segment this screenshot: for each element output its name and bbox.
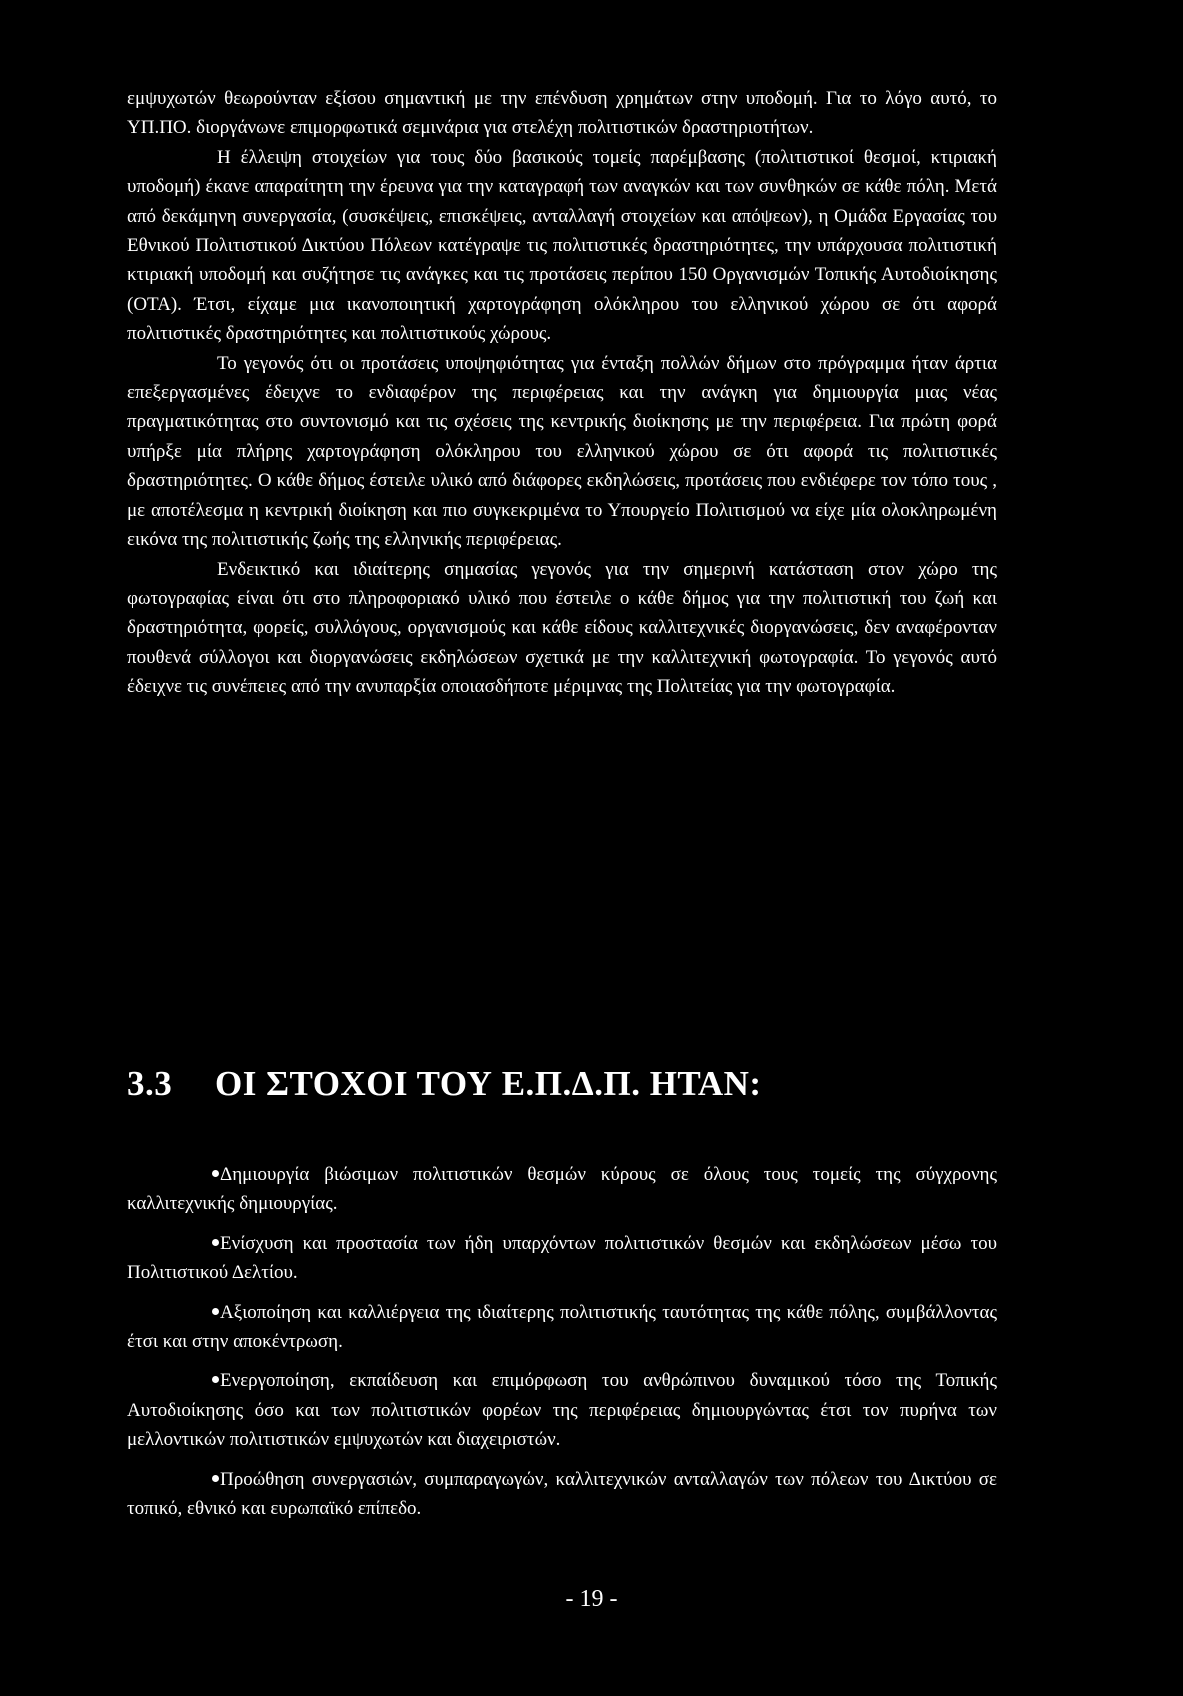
list-item [127, 1229, 997, 1288]
section-title: ΟΙ ΣΤΟΧΟΙ ΤΟΥ Ε.Π.Δ.Π. ΗΤΑΝ: [215, 1064, 762, 1103]
paragraph-2: Η έλλειψη στοιχείων για τους δύο βασικούς τομείς παρέμβασης (πολιτιστικοί θεσμοί, κτιριακή υποδομή) έκανε απαραίτητη την έρευνα για την καταγραφή των αναγκών και των συνθηκών σε κάθε πόλη. Μετά από δεκάμηνη συνεργασία, (συσκέψεις, επισκέψεις, ανταλλαγή στοιχείων και απόψεων), η Ομάδα Εργασίας του Εθνικού Πολιτιστικού Δικτύου Πόλεων κατέγραψε τις πολιτιστικές δραστηριότητες, την υπάρχουσα πολιτιστική κτιριακή υποδομή και συζήτησε τις ανάγκες και τις προτάσεις περίπου 150 Οργανισμών Τοπικής Αυτοδιοίκησης (ΟΤΑ). Έτσι, είχαμε μια ικανοποιητική χαρτογράφηση ολόκληρου του ελληνικού χώρου σε ότι αφορά πολιτιστικές δραστηριότητες και πολιτιστικούς χώρους. [127, 146, 997, 345]
goal-text: Αξιοποίηση και καλλιέργεια της ιδιαίτερης πολιτιστικής ταυτότητας της κάθε πόλης, συμβάλλοντας έτσι και στην αποκέντρωση. [127, 1301, 997, 1353]
paragraph-3: Το γεγονός ότι οι προτάσεις υποψηφιότητας για ένταξη πολλών δήμων στο πρόγραμμα ήταν άρτια επεξεργασμένες έδειχνε το ενδιαφέρον της περιφέρειας και την ανάγκη για δημιουργία μιας νέας πραγματικότητας στο συντονισμό και τις σχέσεις της κεντρικής διοίκησης με την περιφέρεια. Για πρώτη φορά υπήρξε μία πλήρης χαρτογράφηση ολόκληρου του ελληνικού χώρου σε ότι αφορά τις πολιτιστικές δραστηριότητες. Ο κάθε δήμος έστειλε υλικό από διάφορες εκδηλώσεις, προτάσεις που ενδιέφερε τον τόπο τους , με αποτέλεσμα η κεντρική διοίκηση και πιο συγκεκριμένα το Υπουργείο Πολιτισμού να είχε μία ολοκληρωμένη εικόνα της πολιτιστικής ζωής της ελληνικής περιφέρειας. [127, 352, 997, 551]
bullet-icon [212, 1170, 219, 1177]
list-item [127, 1298, 997, 1357]
goals-list [127, 1160, 997, 1533]
bullet-icon [212, 1475, 219, 1482]
bullet-icon [212, 1308, 219, 1315]
list-item [127, 1160, 997, 1219]
paragraph-4: Ενδεικτικό και ιδιαίτερης σημασίας γεγονός για την σημερινή κατάσταση στον χώρο της φωτογραφίας είναι ότι στο πληροφοριακό υλικό που έστειλε ο κάθε δήμος για την πολιτιστική του ζωή και δραστηριότητα, φορείς, συλλόγους, οργανισμούς και κάθε είδους καλλιτεχνικές διοργανώσεις, δεν αναφέρονταν πουθενά σύλλογοι και διοργανώσεις εκδηλώσεων σχετικά με την καλλιτεχνική φωτογραφία. Το γεγονός αυτό έδειχνε τις συνέπειες από την ανυπαρξία οποιασδήποτε μέριμνας της Πολιτείας για την φωτογραφία. [127, 558, 997, 698]
paragraph-1: εμψυχωτών θεωρούνταν εξίσου σημαντική με την επένδυση χρημάτων στην υποδομή. Για το λόγο αυτό, το ΥΠ.ΠΟ. διοργάνωνε επιμορφωτικά σεμινάρια για στελέχη πολιτιστικών δραστηριοτήτων. [127, 88, 997, 139]
page-number: - 19 - [565, 1586, 618, 1612]
goal-text: Ενεργοποίηση, εκπαίδευση και επιμόρφωση του ανθρώπινου δυναμικού τόσο της Τοπικής Αυτοδιοίκησης όσο και των πολιτιστικών φορέων της περιφέρειας δημιουργώντας έτσι τον πυρήνα των μελλοντικών πολιτιστικών εμψυχωτών και διαχειριστών. [127, 1370, 997, 1451]
section-number: 3.3 [127, 1064, 173, 1103]
body-text [127, 84, 997, 702]
goal-text: Προώθηση συνεργασιών, συμπαραγωγών, καλλιτεχνικών ανταλλαγών των πόλεων του Δικτύου σε τοπικό, εθνικό και ευρωπαϊκό επίπεδο. [127, 1468, 997, 1520]
bullet-icon [212, 1239, 219, 1246]
goal-text: Ενίσχυση και προστασία των ήδη υπαρχόντων πολιτιστικών θεσμών και εκδηλώσεων μέσω του Πολιτιστικού Δελτίου. [127, 1232, 997, 1284]
goal-text: Δημιουργία βιώσιμων πολιτιστικών θεσμών κύρους σε όλους τους τομείς της σύγχρονης καλλιτεχνικής δημιουργίας. [127, 1164, 997, 1215]
list-item [127, 1465, 997, 1524]
list-item [127, 1366, 997, 1454]
section-heading [127, 1064, 762, 1104]
